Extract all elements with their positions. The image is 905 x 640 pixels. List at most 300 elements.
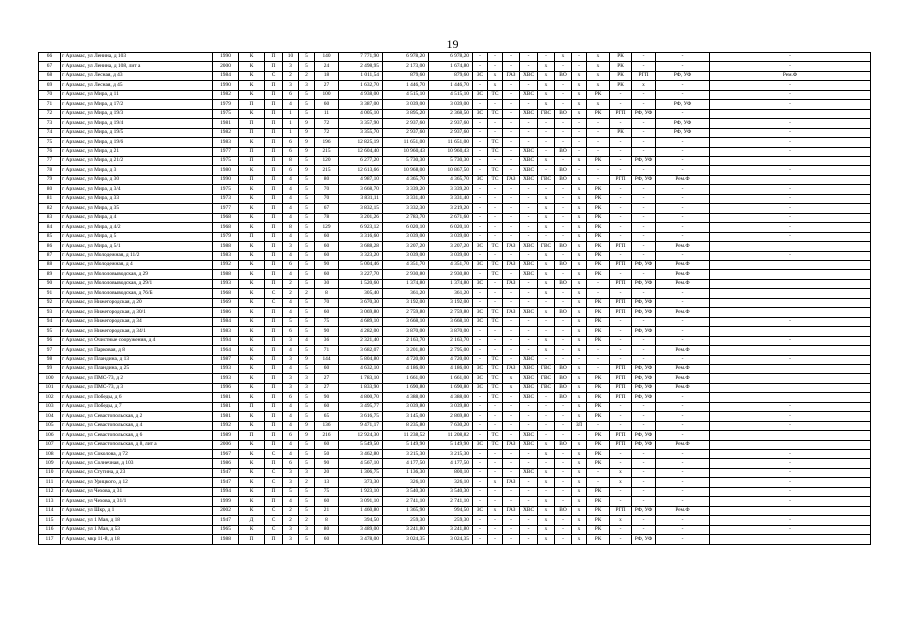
table-cell: П [265, 147, 283, 156]
table-cell: ХВС [520, 364, 538, 373]
table-cell: 1981 [213, 393, 239, 402]
table-row [39, 421, 871, 430]
table-cell: х [538, 100, 555, 109]
table-cell: 4 365,70 [383, 175, 429, 184]
table-cell: 5 [299, 62, 315, 71]
table-cell: х [572, 478, 587, 487]
table-cell: - [520, 525, 538, 534]
table-cell: 1 923,10 [339, 487, 383, 496]
address-cell: г Арзамас, ул Мира, д 5/1 [61, 242, 213, 251]
table-cell: ГВС [538, 374, 555, 383]
table-cell [710, 506, 871, 515]
table-cell: 5 [299, 194, 315, 203]
table-cell: ХВС [520, 147, 538, 156]
table-cell: х [572, 260, 587, 269]
table-cell: - [656, 213, 710, 222]
table-cell: х [572, 450, 587, 459]
table-row [39, 336, 871, 345]
table-cell: - [710, 516, 871, 525]
table-cell: П [265, 402, 283, 411]
table-row [39, 138, 871, 147]
table-cell: ГАЗ [503, 506, 520, 515]
table-cell: х [572, 327, 587, 336]
table-cell: РФ, УФ [656, 128, 710, 137]
table-cell: - [587, 355, 610, 364]
table-cell: х [538, 71, 555, 80]
table-cell: ХВС [520, 175, 538, 184]
table-cell: 5 [283, 487, 299, 496]
table-cell: - [555, 194, 572, 203]
table-cell: - [656, 459, 710, 468]
table-cell: 5 [299, 317, 315, 326]
table-cell: РК [587, 317, 610, 326]
table-cell: - [555, 525, 572, 534]
table-cell: 79 [39, 175, 61, 184]
table-cell: П [265, 185, 283, 194]
table-cell: П [265, 223, 283, 232]
table-cell: - [520, 478, 538, 487]
table-cell: 4 [283, 213, 299, 222]
address-cell: г Арзамас, ул Соколова, д 72 [61, 450, 213, 459]
table-cell: х [572, 298, 587, 307]
table-row [39, 232, 871, 241]
table-cell: - [632, 450, 656, 459]
table-cell: - [520, 327, 538, 336]
table-cell: х [572, 402, 587, 411]
table-cell: - [610, 355, 632, 364]
table-cell: 5 [299, 185, 315, 194]
table-cell: 1947 [213, 478, 239, 487]
table-cell: С [265, 289, 283, 298]
table-cell: 3 215,30 [383, 450, 429, 459]
table-cell: 8 235,80 [383, 421, 429, 430]
table-cell: РК [587, 204, 610, 213]
table-cell: 3 [283, 468, 299, 477]
table-cell: - [555, 138, 572, 147]
table-cell: РК [587, 402, 610, 411]
table-cell: - [632, 147, 656, 156]
table-cell: 5 [299, 298, 315, 307]
table-cell: - [520, 128, 538, 137]
table-cell: РК [587, 251, 610, 260]
table-cell: ТС [488, 109, 503, 118]
table-cell: х [555, 53, 572, 62]
table-row [39, 440, 871, 449]
table-cell: 1 783,10 [339, 374, 383, 383]
table-cell: 1968 [213, 289, 239, 298]
table-cell: К [239, 459, 265, 468]
table-cell: РК [587, 270, 610, 279]
table-cell: - [555, 128, 572, 137]
table-cell: - [520, 497, 538, 506]
table-cell: - [473, 525, 488, 534]
table-row [39, 90, 871, 99]
table-cell: ТС [488, 270, 503, 279]
table-cell: 3 682,07 [339, 346, 383, 355]
table-row [39, 516, 871, 525]
table-cell: ЗС [473, 308, 488, 317]
table-cell: 259,30 [429, 516, 473, 525]
table-cell: - [520, 251, 538, 260]
table-cell: х [572, 194, 587, 203]
table-cell: 1977 [213, 204, 239, 213]
table-cell: П [265, 393, 283, 402]
table-cell: 1 374,80 [383, 279, 429, 288]
table-cell: 5 804,80 [339, 355, 383, 364]
table-cell: 2 930,80 [429, 270, 473, 279]
table-cell: - [632, 468, 656, 477]
table-cell: П [265, 175, 283, 184]
table-cell: РГП [610, 393, 632, 402]
table-cell: - [488, 279, 503, 288]
table-cell [710, 327, 871, 336]
table-cell: - [473, 535, 488, 544]
table-row [39, 270, 871, 279]
table-cell: К [239, 355, 265, 364]
table-cell: 1981 [213, 119, 239, 128]
table-cell: ХВС [520, 440, 538, 449]
table-cell: 3 [283, 355, 299, 364]
table-cell: 94 [39, 317, 61, 326]
table-cell: 2 [283, 289, 299, 298]
table-cell: х [538, 525, 555, 534]
table-cell: 12 825,19 [339, 138, 383, 147]
table-cell: 117 [39, 535, 61, 544]
table-cell: 5 [299, 393, 315, 402]
table-cell: - [587, 119, 610, 128]
table-cell: - [610, 166, 632, 175]
table-cell: - [473, 450, 488, 459]
table-cell: 1964 [213, 346, 239, 355]
table-cell: 1968 [213, 223, 239, 232]
address-cell: г Арзамас, ул Нижегородская, д 30/1 [61, 308, 213, 317]
table-cell: 60 [315, 232, 339, 241]
table-cell: х [572, 506, 587, 515]
table-cell: 1947 [213, 468, 239, 477]
table-cell: П [265, 166, 283, 175]
table-cell: 2002 [213, 506, 239, 515]
table-cell: - [503, 487, 520, 496]
table-cell: ТС [488, 317, 503, 326]
table-cell: 6 [283, 431, 299, 440]
table-cell: х [572, 374, 587, 383]
table-cell: - [473, 497, 488, 506]
table-cell: РГП [610, 242, 632, 251]
table-cell: РК [587, 223, 610, 232]
table-cell: х [572, 204, 587, 213]
table-cell: К [239, 383, 265, 392]
table-cell: 3 201,26 [339, 213, 383, 222]
table-cell: - [632, 497, 656, 506]
table-cell: 5 [299, 251, 315, 260]
table-cell: 27 [315, 81, 339, 90]
table-cell: К [239, 327, 265, 336]
table-cell: РФ, УФ [632, 383, 656, 392]
address-cell: г Арзамас, ул Очистные сооружения, д 4 [61, 336, 213, 345]
table-cell: 3 [283, 242, 299, 251]
table-row [39, 487, 871, 496]
table-cell: 5 549,50 [339, 440, 383, 449]
table-cell: 144 [315, 355, 339, 364]
table-cell: - [488, 450, 503, 459]
table-cell: - [632, 336, 656, 345]
table-cell: Рем.Ф [656, 506, 710, 515]
table-cell: - [656, 355, 710, 364]
address-cell: г Арзамас, ул Мира, д 21/2 [61, 156, 213, 165]
table-cell: - [473, 355, 488, 364]
table-cell: - [555, 289, 572, 298]
table-cell: 4 [283, 185, 299, 194]
table-cell: - [520, 421, 538, 430]
table-cell: 3 478,00 [339, 535, 383, 544]
table-cell: 1990 [213, 53, 239, 62]
table-cell: 1990 [213, 175, 239, 184]
table-cell: 8 [283, 156, 299, 165]
table-cell: П [265, 242, 283, 251]
table-cell [710, 175, 871, 184]
table-cell: 13 [315, 478, 339, 487]
table-cell: - [632, 270, 656, 279]
table-cell: 70 [315, 185, 339, 194]
table-cell: 3 668,70 [339, 185, 383, 194]
table-cell: 215 [315, 147, 339, 156]
table-cell: - [656, 431, 710, 440]
table-cell: - [503, 270, 520, 279]
table-cell: - [555, 119, 572, 128]
table-cell: 2 937,60 [429, 119, 473, 128]
table-cell: РФ, УФ [656, 100, 710, 109]
table-cell: 4 800,70 [339, 393, 383, 402]
table-cell: 99 [39, 364, 61, 373]
table-cell: 88 [39, 260, 61, 269]
table-cell: П [239, 100, 265, 109]
table-cell: - [503, 327, 520, 336]
table-cell: - [572, 62, 587, 71]
table-cell: 60 [315, 440, 339, 449]
table-cell: 5 [299, 450, 315, 459]
table-cell: ТС [488, 374, 503, 383]
table-cell [710, 346, 871, 355]
table-cell: х [488, 71, 503, 80]
table-cell: - [473, 81, 488, 90]
table-cell: 4 [283, 298, 299, 307]
table-row [39, 147, 871, 156]
table-cell: - [610, 90, 632, 99]
table-cell: 4 388,00 [429, 393, 473, 402]
table-cell: 5 [299, 156, 315, 165]
table-cell: 2 368,50 [429, 109, 473, 118]
table-cell: - [488, 53, 503, 62]
table-cell: ХВС [520, 242, 538, 251]
table-cell: 3 039,80 [383, 402, 429, 411]
table-cell: - [610, 459, 632, 468]
table-cell: П [265, 100, 283, 109]
table-cell: - [710, 317, 871, 326]
table-cell: - [473, 346, 488, 355]
table-cell: 216 [315, 431, 339, 440]
table-cell: - [488, 185, 503, 194]
table-cell: 1986 [213, 308, 239, 317]
table-cell: 95 [39, 327, 61, 336]
table-cell: 3 192,00 [383, 298, 429, 307]
table-cell: - [656, 298, 710, 307]
table-cell: - [555, 204, 572, 213]
address-cell: г Арзамас, ул Чехова, д 31 [61, 487, 213, 496]
table-cell: 113 [39, 497, 61, 506]
table-cell: х [538, 308, 555, 317]
table-cell: - [488, 62, 503, 71]
table-cell: 74 [39, 128, 61, 137]
table-cell: 60 [315, 251, 339, 260]
table-cell: х [572, 251, 587, 260]
table-row [39, 346, 871, 355]
table-cell: - [587, 421, 610, 430]
address-cell: г Арзамас, ул Мира, д 21 [61, 147, 213, 156]
table-cell: 3 668,10 [383, 317, 429, 326]
table-cell: - [587, 289, 610, 298]
table-row [39, 204, 871, 213]
table-cell: 4 186,00 [429, 364, 473, 373]
table-cell: - [632, 185, 656, 194]
table-cell: 10 960,43 [383, 147, 429, 156]
table-cell: 70 [315, 194, 339, 203]
table-cell: - [488, 100, 503, 109]
table-cell: 6 [283, 166, 299, 175]
table-cell: х [572, 100, 587, 109]
table-cell: - [710, 478, 871, 487]
table-cell: - [503, 223, 520, 232]
table-row [39, 185, 871, 194]
table-cell: 3 [283, 374, 299, 383]
table-cell: ТС [488, 440, 503, 449]
table-cell: 215 [315, 166, 339, 175]
table-cell: 80 [315, 525, 339, 534]
table-cell: 2 [299, 289, 315, 298]
table-cell: - [656, 402, 710, 411]
table-cell: - [632, 289, 656, 298]
table-cell: ГАЗ [503, 71, 520, 80]
table-cell: 2000 [213, 62, 239, 71]
table-row [39, 506, 871, 515]
table-cell: 3 [283, 383, 299, 392]
table-cell [710, 393, 871, 402]
table-cell: - [555, 468, 572, 477]
table-row [39, 327, 871, 336]
table-cell: 2 783,70 [383, 213, 429, 222]
table-cell: 3 316,60 [339, 232, 383, 241]
table-cell: - [587, 147, 610, 156]
table-cell: 75 [315, 317, 339, 326]
table-cell: П [265, 317, 283, 326]
table-cell: - [473, 289, 488, 298]
table-cell: 5 004,46 [339, 260, 383, 269]
table-cell: 4 515,10 [429, 90, 473, 99]
table-cell: РГП [610, 374, 632, 383]
table-cell: 9 471,17 [339, 421, 383, 430]
table-cell: 1 690,80 [383, 383, 429, 392]
table-cell: 5 [299, 412, 315, 421]
table-cell: - [488, 327, 503, 336]
table-cell: 60 [315, 270, 339, 279]
table-cell: ХВС [520, 260, 538, 269]
table-cell: РФ, УФ [632, 260, 656, 269]
table-row [39, 71, 871, 80]
table-cell: ТС [488, 364, 503, 373]
table-cell: - [656, 336, 710, 345]
table-cell: - [710, 525, 871, 534]
table-cell: - [710, 138, 871, 147]
table-cell: - [632, 119, 656, 128]
table-cell: - [473, 459, 488, 468]
table-cell: - [572, 138, 587, 147]
table-cell: 6 978,20 [429, 53, 473, 62]
table-cell: 1967 [213, 450, 239, 459]
table-cell: РК [587, 383, 610, 392]
table-cell: - [473, 166, 488, 175]
table-cell: 3 [283, 81, 299, 90]
table-cell: Рем.Ф [656, 279, 710, 288]
table-cell: - [632, 459, 656, 468]
table-cell: П [265, 204, 283, 213]
table-cell: 4 282,00 [339, 327, 383, 336]
table-cell: 60 [315, 497, 339, 506]
table-cell: 1984 [213, 71, 239, 80]
table-cell: х [538, 497, 555, 506]
table-cell: П [265, 138, 283, 147]
table-row [39, 459, 871, 468]
table-cell: 3 [299, 383, 315, 392]
table-cell: РК [587, 232, 610, 241]
table-cell: К [239, 317, 265, 326]
table-cell: 3 039,80 [429, 402, 473, 411]
table-cell: 1 [283, 119, 299, 128]
table-cell: 5 [299, 232, 315, 241]
table-cell: К [239, 279, 265, 288]
table-cell: ХВС [520, 374, 538, 383]
table-cell: РК [587, 487, 610, 496]
table-cell: П [265, 232, 283, 241]
table-cell: - [520, 336, 538, 345]
table-cell: - [656, 156, 710, 165]
table-cell: 3 069,80 [339, 308, 383, 317]
table-cell: - [473, 213, 488, 222]
table-cell: 85 [39, 232, 61, 241]
table-cell: П [265, 260, 283, 269]
table-cell: 1 520,60 [339, 279, 383, 288]
table-cell: 72 [39, 109, 61, 118]
table-cell: - [555, 270, 572, 279]
table-cell: К [239, 270, 265, 279]
table-cell: 3 870,00 [383, 327, 429, 336]
table-cell: 2 937,60 [383, 128, 429, 137]
table-cell: 4 567,10 [339, 459, 383, 468]
table-cell: 1 011,54 [339, 71, 383, 80]
table-cell: - [656, 516, 710, 525]
table-row [39, 535, 871, 544]
table-cell: 3 207,20 [429, 242, 473, 251]
table-cell: - [656, 421, 710, 430]
table-cell: РК [610, 53, 632, 62]
table-cell: 75 [315, 487, 339, 496]
table-cell: 1982 [213, 128, 239, 137]
table-cell: - [610, 156, 632, 165]
table-row [39, 213, 871, 222]
table-cell: 10 867,50 [429, 166, 473, 175]
table-cell: 86 [39, 242, 61, 251]
address-cell: г Арзамас, ул Мира, д 33 [61, 194, 213, 203]
table-cell: - [473, 119, 488, 128]
table-cell: ВО [555, 393, 572, 402]
